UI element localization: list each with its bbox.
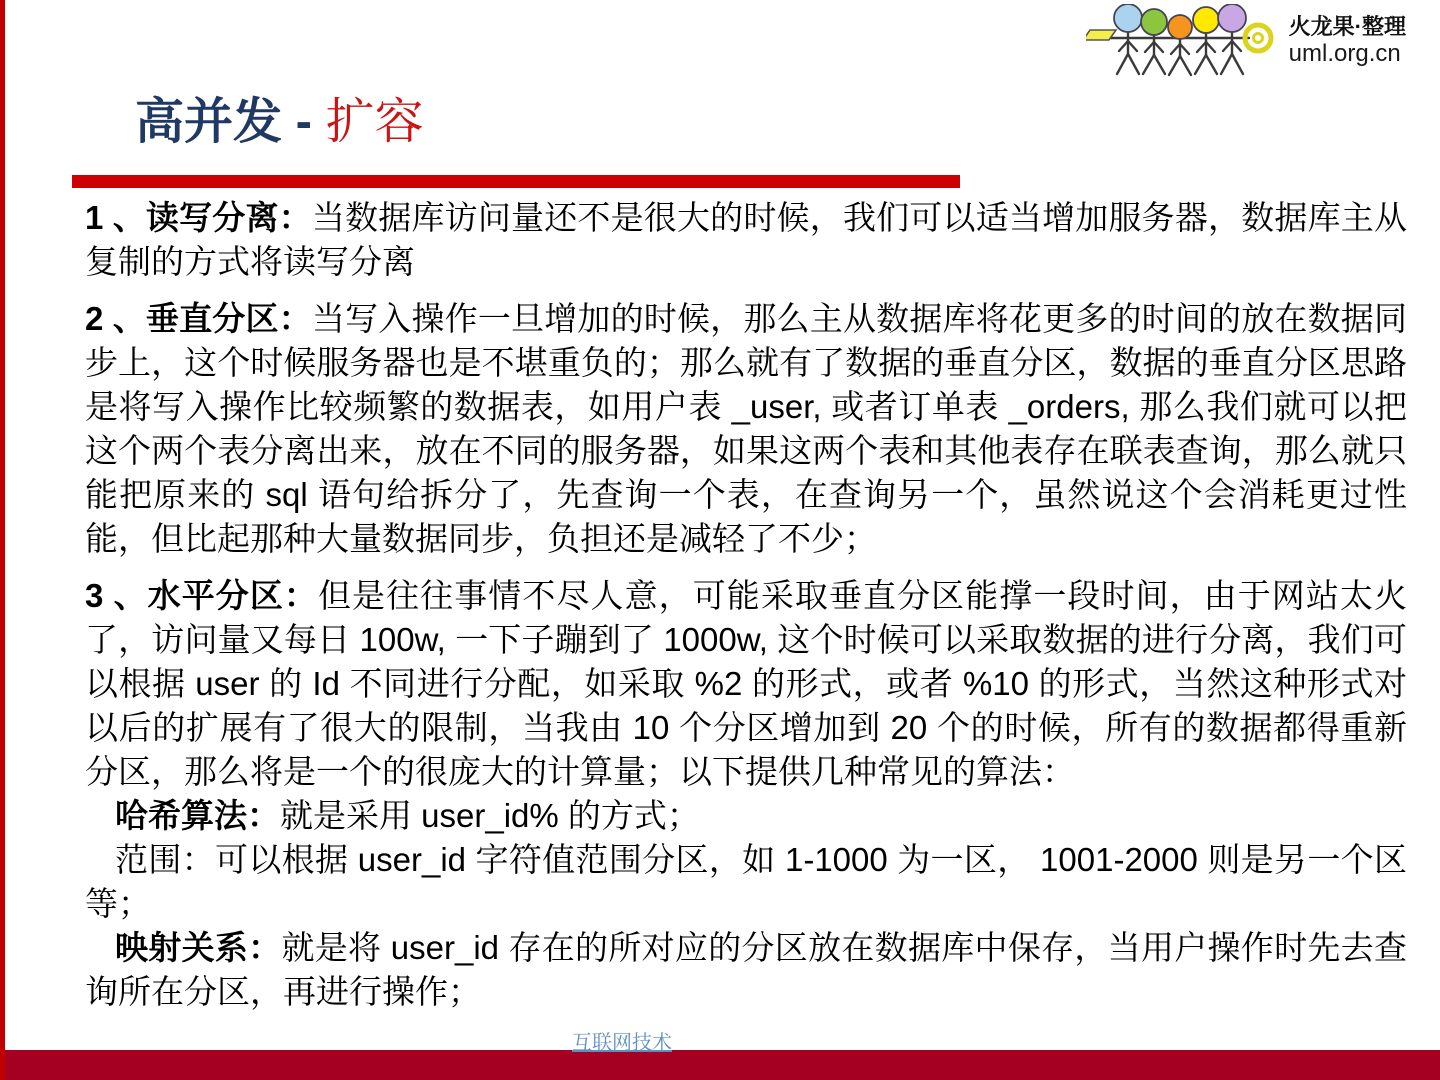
head-blue	[1114, 4, 1142, 32]
paragraph-lead: 1 、读写分离：	[85, 199, 312, 236]
paragraph-body: 就是将 user_id 存在的所对应的分区放在数据库中保存，当用户操作时先去查询所在分区，再进行操作；	[85, 929, 1407, 1010]
paragraph-body: 范围：可以根据 user_id 字符值范围分区，如 1-1000 为一区， 1001-2000 则是另一个区等；	[85, 841, 1407, 922]
paragraph-lead: 3 、水平分区：	[85, 577, 318, 614]
paragraph-hash-algorithm	[85, 794, 1407, 838]
paragraph-range-partition	[85, 838, 1407, 926]
left-accent-bar	[0, 0, 5, 1080]
title-separator: -	[282, 95, 326, 149]
figure-3	[1169, 38, 1191, 75]
brand-url: uml.org.cn	[1288, 40, 1401, 68]
paragraph-body: 当写入操作一旦增加的时候，那么主从数据库将花更多的时间的放在数据同步上，这个时候服务器也是不堪重负的；那么就有了数据的垂直分区，数据的垂直分区思路是将写入操作比较频繁的数据表，如用户表 _user, 或者订单表 _orders, 那么我们就可以把这个两个表分离出来，放在不同的服务器，如果这两个表和其他表存在联表查询，那么就只能把原来的 sql 语句给拆分了，先查询一个表，在查询另一个，虽然说这个会消耗更过性能，但比起那种大量数据同步，负担还是减轻了不少；	[85, 300, 1408, 557]
head-yellow	[1193, 7, 1219, 33]
paragraph-read-write-split	[85, 196, 1407, 284]
logo-text-block	[1289, 14, 1406, 69]
title-underline-rule	[72, 175, 960, 188]
paragraph-lead: 2 、垂直分区：	[85, 300, 312, 337]
figure-2	[1143, 34, 1165, 74]
paragraph-horizontal-partition	[85, 574, 1407, 794]
paragraph-vertical-partition	[85, 297, 1407, 561]
paragraph-mapping-relation	[85, 926, 1407, 1014]
paragraph-body: 当数据库访问量还不是很大的时候，我们可以适当增加服务器，数据库主从复制的方式将读写分离	[85, 199, 1408, 280]
page-title	[135, 94, 424, 150]
head-purple	[1218, 4, 1246, 32]
paragraph-lead: 哈希算法：	[115, 797, 280, 834]
brand-name: 火龙果·整理	[1288, 13, 1406, 39]
uml-org-logo	[1086, 4, 1406, 79]
paragraph-body: 但是往往事情不尽人意，可能采取垂直分区能撑一段时间，由于网站太火了，访问量又每日 100w, 一下子蹦到了 1000w, 这个时候可以采取数据的进行分离，我们可以根据 user 的 Id 不同进行分配，如采取 %2 的形式，或者 %10 的形式，当然这种形式对以后的扩展有了很大的限制，当我由 10 个分区增加到 20 个的时候，所有的数据都得重新分区，那么将是一个的很庞大的计算量；以下提供几种常见的算法：	[85, 577, 1407, 790]
watermark-text: 互联网技术	[572, 1032, 672, 1054]
stick-figures-logo-icon	[1086, 4, 1281, 79]
title-secondary: 扩容	[325, 95, 424, 149]
slide-body-text	[85, 196, 1407, 1014]
paragraph-body: 就是采用 user_id% 的方式；	[280, 797, 700, 834]
head-green	[1141, 9, 1167, 35]
title-primary: 高并发	[135, 95, 283, 149]
bottom-accent-bar	[0, 1050, 1440, 1080]
paragraph-lead: 映射关系：	[115, 929, 282, 966]
head-orange	[1168, 15, 1192, 39]
